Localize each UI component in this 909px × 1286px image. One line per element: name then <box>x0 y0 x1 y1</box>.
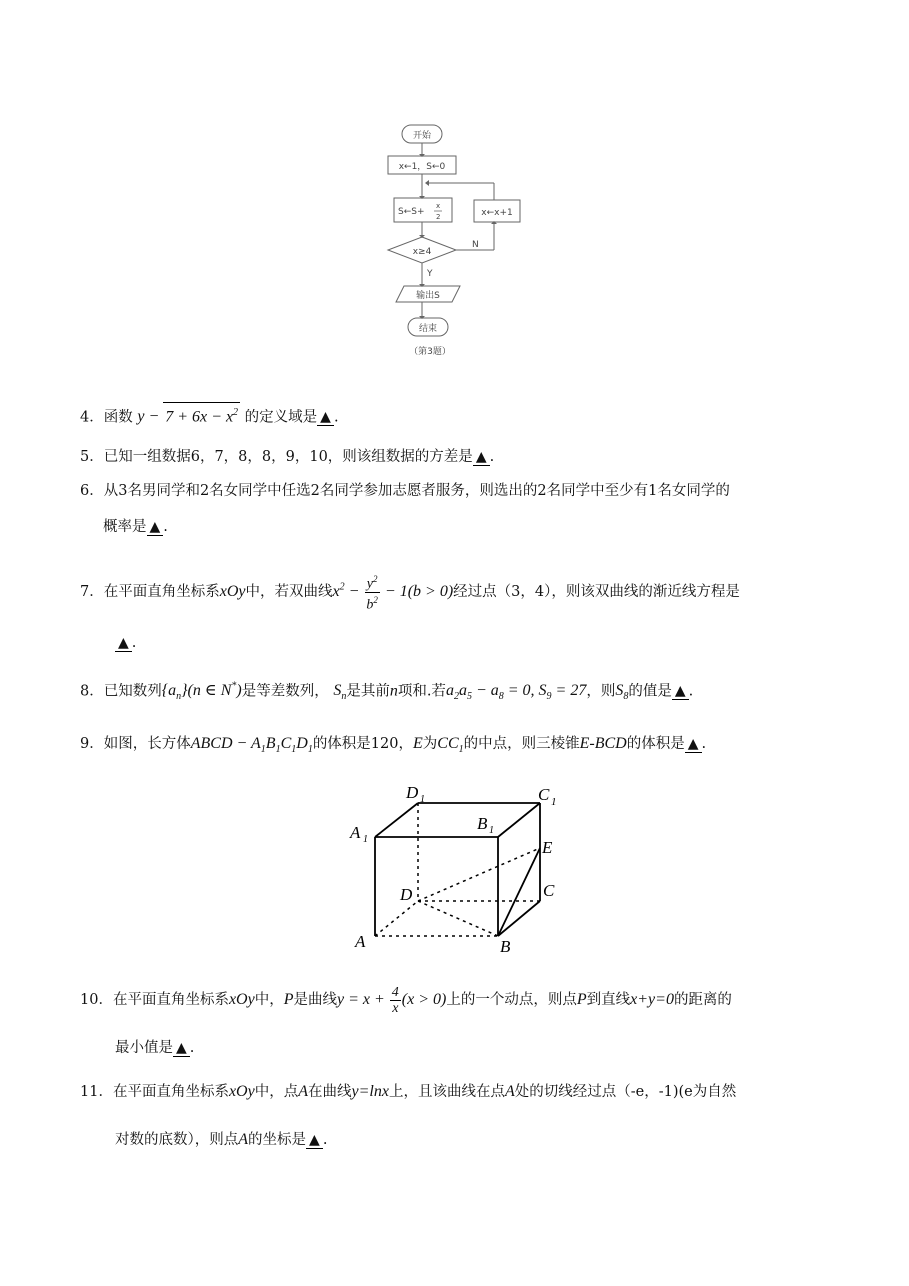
question-5: 5．已知一组数据6，7，8，8，9，10，则该组数据的方差是 ▲ . <box>80 449 495 465</box>
label-d: D <box>400 885 413 904</box>
flowchart-caption: （第3题） <box>409 347 451 357</box>
formula-s8: $S_8$ <box>615 682 629 703</box>
question-text: 经过点（3，4），则该双曲线的渐近线方程是 <box>453 583 740 600</box>
coord-system: xOy <box>228 991 255 1009</box>
flowchart-assign-frac-num: x <box>436 202 441 210</box>
question-6-continued: 概率是 ▲ . <box>103 519 168 535</box>
question-number: 11． <box>80 1084 113 1100</box>
var-ebcd: E-BCD <box>579 735 627 752</box>
flowchart-assign-label: S←S+ <box>398 207 425 217</box>
question-text: 对数的底数），则点 <box>115 1132 239 1148</box>
label-b1: B <box>477 814 488 833</box>
question-9: 9．如图，长方体ABCD − $A_1B_1C_1D_1$的体积是120，E为$CC_1$的中点，则三棱锥E-BCD的体积是 ▲ . <box>80 735 707 756</box>
question-8: 8．已知数列$\{a_n\}(n$ ∈ N*)是等差数列， $S_n$是其前n项和.若$a_2a_5 - a_8 = 0$, $S_9 = 27$，则$S_8$的值是 ▲ . <box>80 681 694 703</box>
question-4: 4．函数 $y - 7 + 6x - x^2$ 的定义域是 ▲ . <box>80 402 339 427</box>
label-c: C <box>543 881 555 900</box>
question-text: 是曲线 <box>293 992 337 1009</box>
var-a: A <box>238 1131 249 1148</box>
question-number: 8． <box>80 683 104 700</box>
flowchart-figure <box>370 118 540 368</box>
question-11-continued: 对数的底数），则点A的坐标是 ▲ . <box>115 1131 328 1148</box>
label-c1-sub: 1 <box>551 796 557 808</box>
question-text: 上，且该曲线在点 <box>388 1084 505 1100</box>
flowchart-no-label: N <box>472 240 479 250</box>
formula-domain: $y - 7 + 6x - x^2$ <box>137 408 240 425</box>
formula-sn: $S_n$ <box>333 682 347 703</box>
formula-curve: y = x + $\frac{4}{x}$ (x > 0) <box>337 985 447 1016</box>
question-text: 的坐标是 <box>248 1132 307 1148</box>
label-d1: D <box>406 783 419 802</box>
question-11 <box>80 1082 736 1102</box>
question-text: 概率是 <box>103 519 147 535</box>
answer-blank: ▲ <box>317 409 334 426</box>
coord-system: xOy <box>219 582 246 600</box>
question-text: 在曲线 <box>308 1084 352 1100</box>
question-text: 的中点，则三棱锥 <box>463 736 580 752</box>
question-text: 是其前 <box>346 683 390 700</box>
flowchart-condition-label: x≥4 <box>412 247 432 257</box>
formula-cc1: $CC_1$ <box>437 735 464 756</box>
question-number: 7． <box>80 583 104 600</box>
label-a1: A <box>350 823 361 842</box>
question-text: 项和.若 <box>397 683 446 700</box>
label-a: A <box>355 932 366 951</box>
answer-blank: ▲ <box>672 683 689 700</box>
var-a: A <box>504 1083 515 1100</box>
formula-cuboid: ABCD − $A_1B_1C_1D_1$ <box>190 735 313 756</box>
coord-system: xOy <box>228 1083 255 1100</box>
answer-blank: ▲ <box>173 1040 190 1057</box>
label-e: E <box>542 838 553 857</box>
question-text: 到直线 <box>586 992 631 1009</box>
answer-blank: ▲ <box>473 449 490 466</box>
flowchart-increment-label: x←x+1 <box>481 208 513 218</box>
label-c1: C <box>538 785 550 804</box>
question-text: 中，若双曲线 <box>245 583 333 600</box>
question-text: 已知数列 <box>103 683 162 700</box>
question-10 <box>80 985 732 1016</box>
formula-log-curve: y=lnx <box>351 1083 389 1100</box>
question-text: 从3名男同学和2名女同学中任选2名同学参加志愿者服务，则选出的2名同学中至少有1名女同学的 <box>103 483 730 499</box>
var-a: A <box>298 1083 308 1100</box>
var-n: n <box>389 682 398 700</box>
question-number: 6． <box>80 483 104 499</box>
question-text: 的体积是120， <box>312 736 413 752</box>
question-text: ，则 <box>586 683 616 700</box>
question-text: 的定义域是 <box>244 409 318 426</box>
question-number: 4． <box>80 409 104 426</box>
question-number: 5． <box>80 449 104 465</box>
flowchart-assign-frac-den: 2 <box>436 213 441 221</box>
question-text: 函数 <box>103 409 133 426</box>
question-text: 是等差数列， <box>241 683 329 700</box>
question-text: 在平面直角坐标系 <box>103 583 220 600</box>
label-b1-sub: 1 <box>489 825 494 836</box>
question-text: 在平面直角坐标系 <box>112 992 229 1009</box>
question-10-continued: 最小值是 ▲ . <box>115 1040 195 1056</box>
answer-blank: ▲ <box>115 635 132 652</box>
question-text: 的体积是 <box>626 736 685 752</box>
question-text: 上的一个动点，则点 <box>446 992 577 1009</box>
flowchart-output-label: 输出S <box>416 291 440 301</box>
question-7-continued: ▲ . <box>115 633 136 653</box>
question-text: 的距离的 <box>673 992 732 1009</box>
cuboid-figure <box>340 778 570 958</box>
question-text: 如图，长方体 <box>103 736 191 752</box>
var-e: E <box>413 735 423 752</box>
label-a1-sub: 1 <box>363 834 368 845</box>
question-text: 的值是 <box>628 683 672 700</box>
formula-condition: $a_2a_5 - a_8 = 0$, $S_9 = 27$ <box>445 682 587 703</box>
flowchart-yes-label: Y <box>427 269 433 279</box>
var-p: P <box>576 991 587 1009</box>
answer-blank: ▲ <box>306 1132 323 1149</box>
flowchart-end-label: 结束 <box>418 324 438 334</box>
question-text: 中，点 <box>254 1084 299 1100</box>
question-text: 处的切线经过点（-e，-1)(e为自然 <box>514 1084 737 1100</box>
formula-sequence: $\{a_n\}(n$ ∈ N*) <box>161 681 242 703</box>
question-text: 中， <box>254 992 284 1009</box>
question-text: 最小值是 <box>115 1040 173 1056</box>
question-number: 10． <box>80 992 113 1009</box>
label-b: B <box>500 937 511 956</box>
question-6 <box>80 481 730 501</box>
formula-hyperbola: $x^2$ − $\frac{y^2}{b^2}$ − 1(b > 0) <box>332 574 454 613</box>
label-d1-sub: 1 <box>420 794 425 805</box>
question-7 <box>80 572 740 612</box>
flowchart-start-label: 开始 <box>412 131 432 141</box>
var-p: P <box>283 991 294 1009</box>
answer-blank: ▲ <box>685 736 702 753</box>
question-text: 为 <box>422 736 438 752</box>
formula-line: x+y=0 <box>630 991 674 1009</box>
question-number: 9． <box>80 736 104 752</box>
question-text: 在平面直角坐标系 <box>112 1084 229 1100</box>
flowchart-init-label: x←1，S←0 <box>398 162 446 172</box>
answer-blank: ▲ <box>147 519 164 536</box>
question-text: 已知一组数据6，7，8，8，9，10，则该组数据的方差是 <box>103 449 473 465</box>
